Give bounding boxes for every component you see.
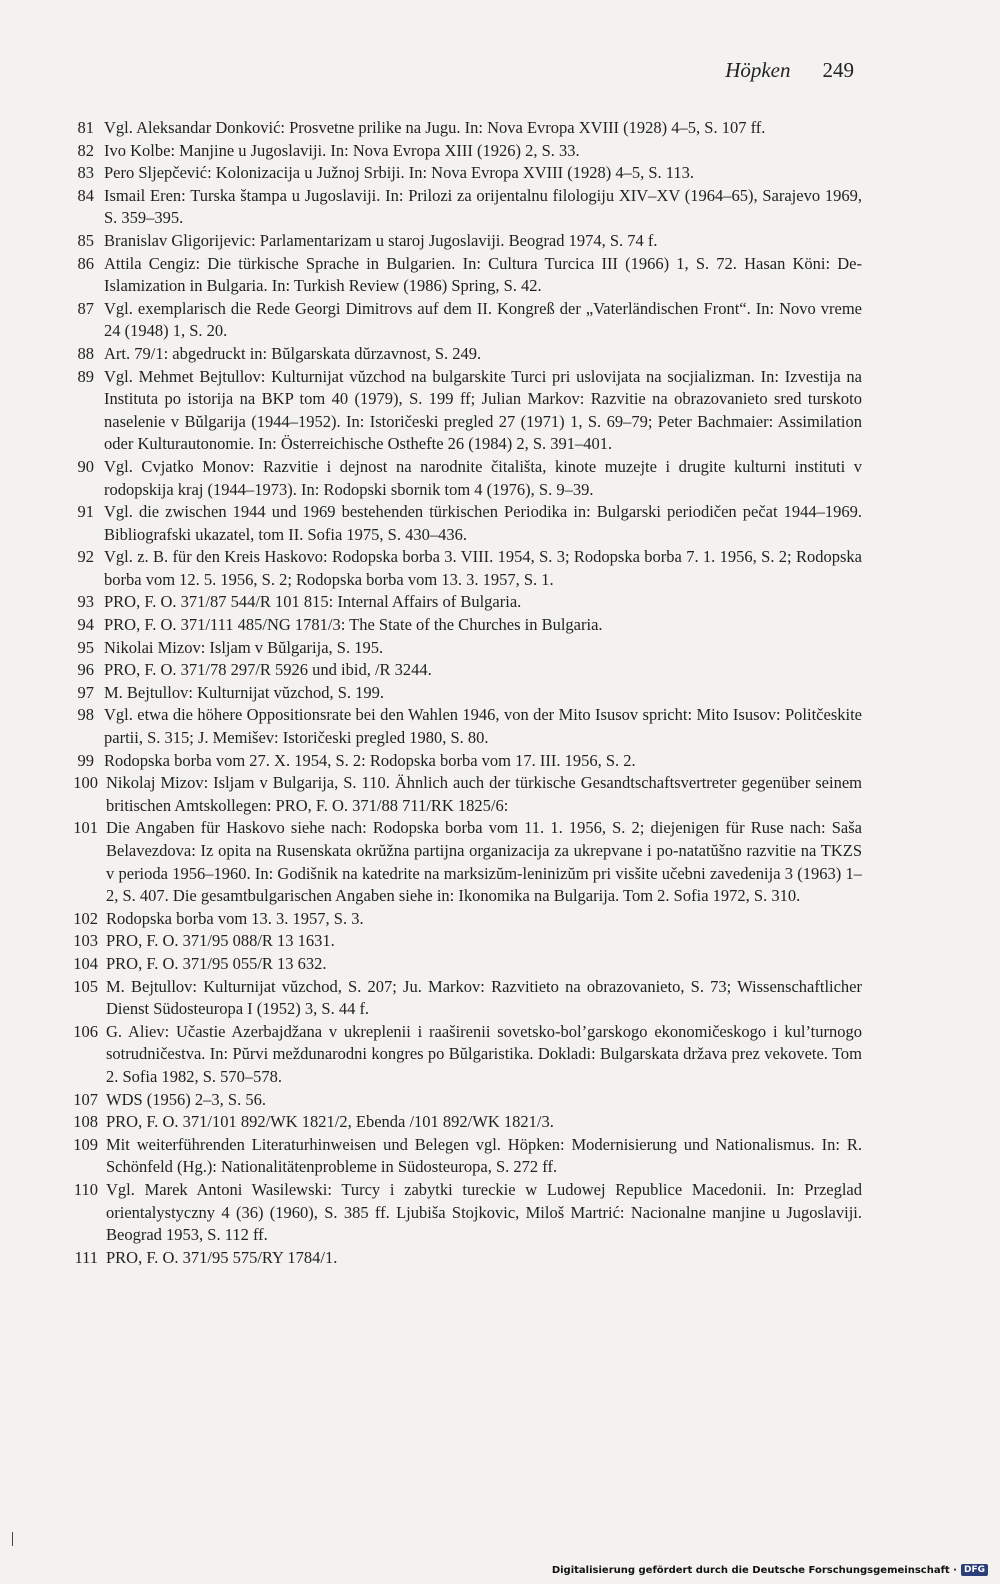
footnote-number: 98 [77,705,94,725]
footnote [62,1021,862,1089]
footnote-text: Vgl. Cvjatko Monov: Razvitie i dejnost na narodnite čitališta, kinote muzejte i drugite kulturni instituti v rodopskija kraj (1944–1973). In: Rodopski sbornik tom 4 (1976), S. 9–39. [104,456,862,499]
footnote [62,253,862,298]
footer-credit [552,1564,988,1576]
footnote-text: Attila Cengiz: Die türkische Sprache in Bulgarien. In: Cultura Turcica III (1966) 1, S. 72. Hasan Köni: De-Islamization in Bulgaria. In: Turkish Review (1986) Spring, S. 42. [104,253,862,296]
footnote-number: 85 [77,230,94,250]
running-header [725,58,854,83]
footnote-number: 90 [77,456,94,476]
footnote-text: Vgl. exemplarisch die Rede Georgi Dimitrovs auf dem II. Kongreß der „Vaterländischen Front“. In: Novo vreme 24 (1948) 1, S. 20. [104,298,862,341]
footnote-number: 109 [73,1134,98,1154]
footnote-number: 104 [73,953,98,973]
footnote-number: 82 [77,140,94,160]
footnote [62,1111,862,1134]
footnote [62,1179,862,1247]
footnote-text: Vgl. etwa die höhere Oppositionsrate bei den Wahlen 1946, von der Mito Isusov spricht: Mito Isusov: Politčeskite partii, S. 315; J. Memišev: Istoričeski pregled 1980, S. 80. [104,705,862,748]
footnote [62,637,862,660]
footnote-text: Rodopska borba vom 13. 3. 1957, S. 3. [106,908,364,928]
footnote [62,930,862,953]
footnote-list [62,117,862,1269]
footnote-text: M. Bejtullov: Kulturnijat vŭzchod, S. 199. [104,682,385,702]
footnote [62,1134,862,1179]
footnote [62,1089,862,1112]
footnote-number: 89 [77,366,94,386]
footnote-text: Ismail Eren: Turska štampa u Jugoslaviji. In: Prilozi za orijentalnu filologiju XIV–XV (1964–65), Sarajevo 1969, S. 359–395. [104,185,862,228]
footnote [62,704,862,749]
footnote-text: G. Aliev: Učastie Azerbajdžana v ukreplenii i raašireniі sovetsko-bol’garskogo ekonomičeskogo i kul’turnogo sotrudničestva. In: Pŭrvi meždunarodni kongres po Bŭlgaristika. Dokladi: Bulgarskata država prez vekovete. Tom 2. Sofia 1982, S. 570–578. [106,1021,862,1086]
footnote [62,1247,862,1270]
footnote-number: 88 [77,343,94,363]
footnote-number: 91 [77,502,94,522]
footnote-number: 111 [74,1247,98,1267]
footnote-text: Vgl. Aleksandar Donković: Prosvetne prilike na Jugu. In: Nova Evropa XVIII (1928) 4–5, S. 107 ff. [104,118,766,137]
footnote-number: 97 [77,682,94,702]
footnote-number: 101 [73,818,98,838]
footnote [62,117,862,140]
footnote [62,230,862,253]
footnote-text: PRO, F. O. 371/111 485/NG 1781/3: The State of the Churches in Bulgaria. [104,615,603,635]
footnote [62,501,862,546]
footnote-number: 107 [73,1089,98,1109]
footnote-text: Mit weiterführenden Literaturhinweisen und Belegen vgl. Höpken: Modernisierung und Nationalismus. In: R. Schönfeld (Hg.): Nationalitätenprobleme in Südosteuropa, S. 272 ff. [106,1134,862,1177]
margin-mark [12,1532,13,1546]
footnote-number: 84 [77,185,94,205]
running-header-author: Höpken [725,58,791,82]
footnote-text: Vgl. Marek Antoni Wasilewski: Turcy i zabytki tureckie w Ludowej Republice Macedonii. In: Przeglad orientalystyczny 4 (36) (1960), S. 385 ff. Ljubiša Stojkovic, Miloš Martrić: Nacionalne manjine u Jugoslaviji. Beograd 1953, S. 112 ff. [106,1179,862,1245]
footnote-text: Nikolai Mizov: Isljam v Bŭlgarija, S. 195. [104,637,384,657]
footnote [62,976,862,1021]
footnote-number: 110 [73,1179,98,1199]
footnote-number: 105 [73,976,98,996]
footnote [62,817,862,907]
footnote-number: 95 [77,637,94,657]
footnote [62,908,862,931]
footnote-text: PRO, F. O. 371/101 892/WK 1821/2, Ebenda /101 892/WK 1821/3. [106,1112,554,1132]
footnote-text: PRO, F. O. 371/95 055/R 13 632. [106,953,327,973]
footnote [62,456,862,501]
dfg-logo: DFG [961,1564,988,1576]
footnote-number: 81 [77,118,94,137]
footnote-number: 106 [73,1021,98,1041]
footnote-number: 99 [77,750,94,770]
footnote [62,343,862,366]
footnote-number: 94 [77,615,94,635]
footnote-text: PRO, F. O. 371/78 297/R 5926 und ibid, /R 3244. [104,660,432,680]
footnote [62,185,862,230]
footnote-number: 103 [73,931,98,951]
footnote-text: Pero Sljepčević: Kolonizacija u Južnoj Srbiji. In: Nova Evropa XVIII (1928) 4–5, S. 113. [104,163,695,183]
footnote [62,614,862,637]
footnote-text: Art. 79/1: abgedruckt in: Bŭlgarskata dŭrzavnost, S. 249. [104,343,482,363]
footnote-text: Nikolaj Mizov: Isljam v Bulgarija, S. 110. Ähnlich auch der türkische Gesandtschaftsvertreter gegenüber seinem britischen Amtskollegen: PRO, F. O. 371/88 711/RK 1825/6: [106,773,862,815]
footnote [62,298,862,343]
footnote-number: 96 [77,660,94,680]
footnote [62,659,862,682]
footnote-number: 108 [73,1112,98,1132]
footnote-number: 83 [77,163,94,183]
footnote [62,591,862,614]
footnote-text: Vgl. z. B. für den Kreis Haskovo: Rodopska borba 3. VIII. 1954, S. 3; Rodopska borba 7. 1. 1956, S. 2; Rodopska borba vom 12. 5. 1956, S. 2; Rodopska borba vom 13. 3. 1957, S. 1. [104,547,862,589]
footer-credit-text: Digitalisierung gefördert durch die Deutsche Forschungsgemeinschaft · [551,1564,957,1576]
footnote [62,750,862,773]
footnote-number: 87 [77,298,94,318]
footnote-number: 92 [77,547,94,567]
footnote [62,140,862,163]
footnote-number: 100 [73,773,98,793]
page-number: 249 [822,58,854,82]
footnote-text: Rodopska borba vom 27. X. 1954, S. 2: Rodopska borba vom 17. III. 1956, S. 2. [104,750,636,770]
footnote-text: WDS (1956) 2–3, S. 56. [106,1089,266,1109]
footnote [62,546,862,591]
footnote-text: Branislav Gligorijevic: Parlamentarizam u staroj Jugoslaviji. Beograd 1974, S. 74 f. [104,230,658,250]
footnote-text: Vgl. Mehmet Bejtullov: Kulturnijat vŭzchod na bulgarskite Turci pri uslovijata na socjializman. In: Izvestija na Instituta po istorija na BKP tom 40 (1979), S. 199 ff; Julian Markov: Razvitie na obrazovanieto sred turskoto naselenie v Bŭlgarija (1944–1952). In: Istoričeski pregled 27 (1971) 1, S. 69–79; Peter Bachmaier: Assimilation oder Kulturautonomie. In: Österreichische Osthefte 26 (1984) 2, S. 391–401. [104,366,862,454]
footnote-text: Ivo Kolbe: Manjine u Jugoslaviji. In: Nova Evropa XIII (1926) 2, S. 33. [104,140,580,160]
footnote-text: M. Bejtullov: Kulturnijat vŭzchod, S. 207; Ju. Markov: Razvitieto na obrazovanieto, S. 73; Wissenschaftlicher Dienst Südosteuropa I (1952) 3, S. 44 f. [106,976,862,1019]
footnote-text: PRO, F. O. 371/95 088/R 13 1631. [106,931,335,951]
footnote [62,772,862,817]
footnote-number: 102 [73,908,98,928]
footnote [62,682,862,705]
footnote-number: 93 [77,592,94,612]
footnote-text: PRO, F. O. 371/95 575/RY 1784/1. [106,1247,338,1267]
footnote-number: 86 [77,253,94,273]
footnote-text: PRO, F. O. 371/87 544/R 101 815: Internal Affairs of Bulgaria. [104,592,522,612]
footnote-text: Die Angaben für Haskovo siehe nach: Rodopska borba vom 11. 1. 1956, S. 2; diejenigen für Ruse nach: Saša Belavezdova: Iz opita na Rusenskata okrŭžna partijna organizacija za ukrepvane i po-natatŭšno razvitie na TKZS v perioda 1956–1960. In: Godišnik na katedrite na marksizŭm-leninizŭm pri visšite učebni zavedenija 3 (1963) 1–2, S. 407. Die gesamtbulgarischen Angaben siehe in: Ikonomika na Bulgarija. Tom 2. Sofia 1972, S. 310. [106,818,862,906]
footnote [62,366,862,456]
footnote-text: Vgl. die zwischen 1944 und 1969 bestehenden türkischen Periodika in: Bulgarski periodičen pečat 1944–1969. Bibliografski ukazatel, tom II. Sofia 1975, S. 430–436. [104,502,862,544]
footnote [62,953,862,976]
footnote [62,162,862,185]
